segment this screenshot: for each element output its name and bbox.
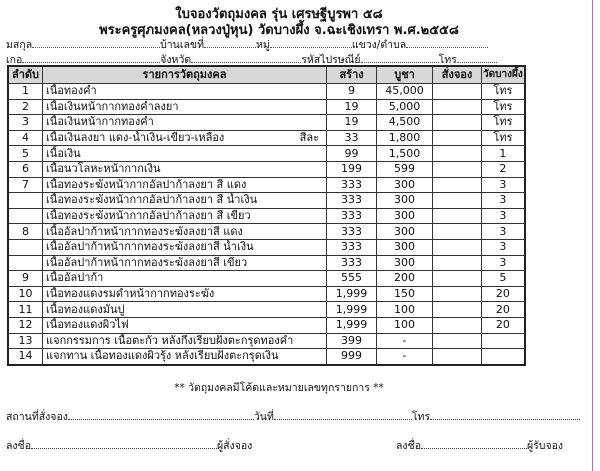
table-row (8, 146, 525, 162)
price: 599 (377, 161, 433, 177)
subdistrict-label: แขวง/ตำบล (351, 39, 407, 51)
order-quantity[interactable] (433, 130, 482, 146)
temple-stock: โทร (482, 115, 525, 131)
amulet-order-table (7, 65, 526, 366)
row-number: 7 (8, 177, 43, 193)
made-count: 199 (327, 161, 377, 177)
phone-field[interactable] (457, 52, 497, 63)
date-label: วันที่ (253, 411, 274, 423)
price: 1,800 (377, 130, 433, 146)
order-quantity[interactable] (433, 99, 482, 115)
price: 4,500 (377, 115, 433, 131)
price: 100 (377, 302, 433, 318)
row-number: 12 (8, 317, 43, 333)
district-field[interactable] (22, 52, 160, 63)
price: - (377, 349, 433, 365)
item-text: เนื้อทองระฆังหน้ากากอัลปาก้าลงยา สี เขียว (46, 209, 251, 223)
receiver-sign-field[interactable] (421, 438, 527, 449)
row-number: 1 (8, 84, 43, 100)
order-quantity[interactable] (433, 146, 482, 162)
item-text: เนื้ออัลปาก้าหน้ากากทองระฆังลงยาสี น้ำเงิน (46, 240, 254, 254)
made-count: 1,999 (327, 286, 377, 302)
item-text: เนื้ออัลปาก้าหน้ากากทองระฆังลงยาสี เขียว (46, 255, 248, 269)
price: 100 (377, 317, 433, 333)
order-place-line (6, 408, 580, 425)
order-place-field[interactable] (68, 409, 254, 420)
header-order: สั่งจอง (433, 66, 482, 84)
house-no-field[interactable] (204, 37, 256, 48)
item-text: เนื้ออัลปาก้า (46, 271, 104, 285)
item-text: เนื้อทองระฆังหน้ากากอัลปาก้าลงยา สี น้ำเงิน (46, 193, 258, 207)
table-row (8, 255, 525, 271)
form-subtitle: พระครูศุภมงคล(หลวงปู่หุน) วัดบางผึ้ง จ.ฉะเชิงเทรา พ.ศ.๒๕๕๘ (99, 23, 459, 38)
row-number (8, 255, 43, 271)
row-number: 9 (8, 271, 43, 287)
row-number (8, 239, 43, 255)
moo-label: หมู่ (256, 39, 270, 51)
made-count: 333 (327, 239, 377, 255)
date-field[interactable] (274, 409, 412, 420)
order-quantity[interactable] (433, 177, 482, 193)
table-row (8, 317, 525, 333)
sign-label-1: ลงชื่อ (6, 440, 31, 452)
orderer-label: ผู้สั่งจอง (217, 440, 253, 452)
item-text: เนื้อนวโลหะหน้ากากเงิน (46, 162, 161, 176)
table-row (8, 302, 525, 318)
table-row (8, 239, 525, 255)
price: 1,500 (377, 146, 433, 162)
table-row (8, 84, 525, 100)
row-number: 3 (8, 115, 43, 131)
table-row (8, 208, 525, 224)
made-count: 19 (327, 99, 377, 115)
made-count: 33 (327, 130, 377, 146)
header-no: ลำดับ (8, 66, 43, 84)
item-text: แจกกรรมการ เนื้อตะกั่ว หลังกึ่งเรียบฝังตะกรุดทองคำ (46, 333, 294, 347)
item-name (43, 333, 327, 349)
price: - (377, 333, 433, 349)
order-quantity[interactable] (433, 333, 482, 349)
price: 300 (377, 224, 433, 240)
order-quantity[interactable] (433, 317, 482, 333)
row-number: 13 (8, 333, 43, 349)
price: 150 (377, 286, 433, 302)
item-suffix: สีละ (299, 131, 320, 145)
item-name (43, 271, 327, 287)
order-quantity[interactable] (433, 239, 482, 255)
item-name (43, 224, 327, 240)
table-row (8, 349, 525, 365)
temple-stock: 3 (482, 177, 525, 193)
item-name (43, 208, 327, 224)
item-text: เนื้อทองแดงรมดำหน้ากากทองระฆัง (46, 287, 215, 301)
table-row (8, 193, 525, 209)
temple-stock (482, 333, 525, 349)
item-name (43, 302, 327, 318)
order-quantity[interactable] (433, 302, 482, 318)
temple-stock: โทร (482, 84, 525, 100)
table-row (8, 99, 525, 115)
row-number: 4 (8, 130, 43, 146)
table-row (8, 130, 525, 146)
postcode-label: รหัสไปรษณีย์ (301, 54, 361, 66)
item-text: เนื้อเงินหน้ากากทองคำ (46, 115, 154, 129)
price: 300 (377, 208, 433, 224)
price: 5,000 (377, 99, 433, 115)
footer-phone-label: โทร (411, 411, 431, 423)
item-text: เนื้อเงิน (46, 146, 81, 160)
item-name (43, 115, 327, 131)
form-title: ใบจองวัตถุมงคล รุ่น เศรษฐีบูรพา ๕๘ (175, 7, 383, 22)
price: 300 (377, 193, 433, 209)
item-text: แจกทาน เนื้อทองแดงผิวรุ้ง หลังเรียบฝังตะกรุดเงิน (46, 349, 279, 363)
postcode-field[interactable] (361, 52, 439, 63)
order-quantity[interactable] (433, 161, 482, 177)
item-name (43, 193, 327, 209)
price: 300 (377, 177, 433, 193)
item-text: เนื้อทองแดงมันปู (46, 302, 125, 316)
row-number: 8 (8, 224, 43, 240)
page-margin-line (592, 0, 593, 471)
item-name (43, 161, 327, 177)
order-quantity[interactable] (433, 115, 482, 131)
made-count: 333 (327, 177, 377, 193)
header-made: สร้าง (327, 66, 377, 84)
item-name (43, 84, 327, 100)
made-count: 1,999 (327, 302, 377, 318)
item-name (43, 99, 327, 115)
made-count: 9 (327, 84, 377, 100)
price: 300 (377, 239, 433, 255)
price: 300 (377, 255, 433, 271)
order-quantity[interactable] (433, 224, 482, 240)
item-text: เนื้อเงินหน้ากากทองคำลงยา (46, 99, 179, 113)
house-no-label: บ้านเลขที่ (160, 39, 204, 51)
temple-stock (482, 349, 525, 365)
temple-stock: โทร (482, 99, 525, 115)
item-name (43, 146, 327, 162)
row-number: 6 (8, 161, 43, 177)
header-item: รายการวัตถุมงคล (43, 66, 327, 84)
temple-stock: 3 (482, 208, 525, 224)
item-text: เนื้อเงินลงยา แดง-น้ำเงิน-เขียว-เหลือง (46, 131, 225, 145)
temple-stock: 2 (482, 161, 525, 177)
temple-stock: 3 (482, 239, 525, 255)
made-count: 399 (327, 333, 377, 349)
temple-stock: 20 (482, 302, 525, 318)
temple-stock: โทร (482, 130, 525, 146)
row-number: 14 (8, 349, 43, 365)
receiver-sign-line (396, 437, 563, 454)
receiver-label: ผู้รับจอง (527, 440, 564, 452)
item-name (43, 255, 327, 271)
made-count: 99 (327, 146, 377, 162)
table-row (8, 286, 525, 302)
temple-stock: 3 (482, 255, 525, 271)
item-text: เนื้อทองระฆังหน้ากากอัลปาก้าลงยา สี แดง (46, 177, 247, 191)
order-place-label: สถานที่สั่งจอง (6, 411, 68, 423)
row-number: 11 (8, 302, 43, 318)
temple-stock: 20 (482, 317, 525, 333)
order-quantity[interactable] (433, 349, 482, 365)
made-count: 555 (327, 271, 377, 287)
temple-stock: 3 (482, 224, 525, 240)
table-row (8, 161, 525, 177)
price: 200 (377, 271, 433, 287)
item-name (43, 317, 327, 333)
made-count: 333 (327, 193, 377, 209)
made-count: 999 (327, 349, 377, 365)
order-quantity[interactable] (433, 271, 482, 287)
footer-phone-field[interactable] (430, 409, 580, 420)
header-price: บูชา (377, 66, 433, 84)
item-name (43, 286, 327, 302)
price: 45,000 (377, 84, 433, 100)
table-row (8, 115, 525, 131)
made-count: 19 (327, 115, 377, 131)
order-quantity[interactable] (433, 286, 482, 302)
phone-label: โทร (438, 54, 457, 66)
made-count: 1,999 (327, 317, 377, 333)
made-count: 333 (327, 224, 377, 240)
item-name (43, 239, 327, 255)
header-temple: วัดบางผึ้ง (482, 66, 525, 84)
subdistrict-field[interactable] (406, 37, 488, 48)
made-count: 333 (327, 208, 377, 224)
province-field[interactable] (191, 52, 301, 63)
district-label: เกอ (6, 54, 23, 66)
item-text: เนื้อทองแดงผิวไฟ (46, 318, 129, 332)
table-row (8, 333, 525, 349)
table-row (8, 224, 525, 240)
province-label: จังหวัด (160, 54, 192, 66)
table-header-row (8, 66, 525, 84)
footer-note: ** วัตถุมงคลมีโค้ดและหมายเลขทุกรายการ ** (174, 382, 384, 394)
item-name (43, 349, 327, 365)
order-quantity[interactable] (433, 208, 482, 224)
orderer-sign-field[interactable] (31, 438, 217, 449)
row-number (8, 193, 43, 209)
row-number: 5 (8, 146, 43, 162)
item-name (43, 177, 327, 193)
temple-stock: 3 (482, 193, 525, 209)
moo-field[interactable] (270, 37, 352, 48)
table-row (8, 177, 525, 193)
order-quantity[interactable] (433, 255, 482, 271)
sign-label-2: ลงชื่อ (396, 440, 421, 452)
temple-stock: 5 (482, 271, 525, 287)
order-quantity[interactable] (433, 84, 482, 100)
orderer-sign-line (6, 437, 252, 454)
temple-stock: 1 (482, 146, 525, 162)
row-number (8, 208, 43, 224)
item-text: เนื้อทองคำ (46, 84, 97, 98)
temple-stock: 20 (482, 286, 525, 302)
made-count: 333 (327, 255, 377, 271)
item-name (43, 130, 327, 146)
item-text: เนื้ออัลปาก้าหน้ากากทองระฆังลงยาสี แดง (46, 224, 243, 238)
row-number: 10 (8, 286, 43, 302)
table-row (8, 271, 525, 287)
order-quantity[interactable] (433, 193, 482, 209)
surname-field[interactable] (32, 37, 160, 48)
surname-label: มสกุล (6, 39, 33, 51)
row-number: 2 (8, 99, 43, 115)
